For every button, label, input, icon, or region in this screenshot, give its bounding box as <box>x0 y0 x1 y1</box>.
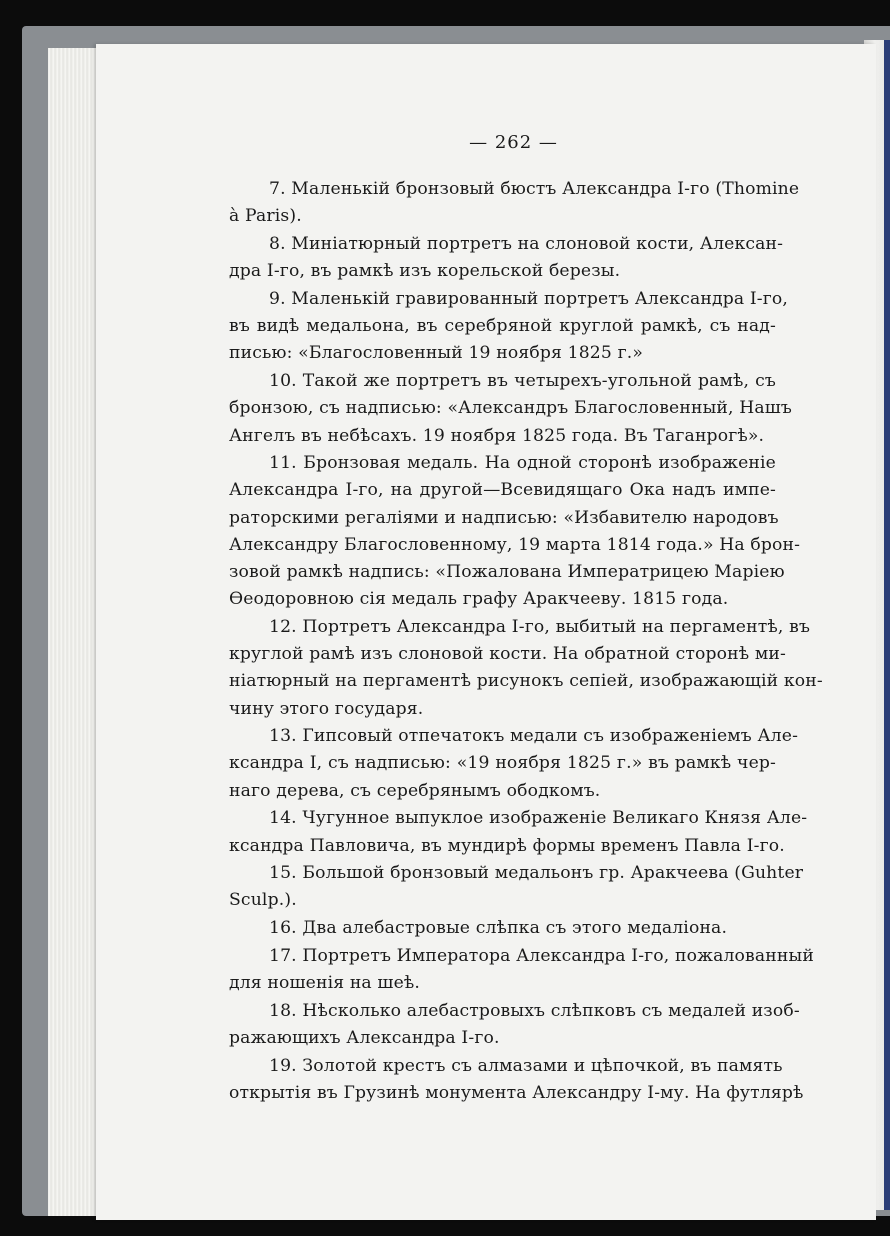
text-line: дра I-го, въ рамкѣ изъ корельской березы. <box>229 261 621 282</box>
text-line: 16. Два алебастровые слѣпка съ этого медаліона. <box>269 918 728 939</box>
catalog-entry <box>229 998 800 1052</box>
text-line: Ѳеодоровною сія медаль графу Аракчееву. 1815 года. <box>229 589 729 610</box>
text-line: ражающихъ Александра I-го. <box>229 1028 500 1048</box>
catalog-entry <box>229 614 823 723</box>
text-line: раторскими регаліями и надписью: «Избавителю народовъ <box>229 507 779 528</box>
text-line: для ношенія на шеѣ. <box>229 973 421 994</box>
text-line: въ видѣ медальона, въ серебряной круглой рамкѣ, съ над- <box>229 316 776 337</box>
text-line: ніатюрный на пергаментѣ рисунокъ сепіей, изображающій кон- <box>229 671 823 692</box>
facing-cover-edge <box>884 40 890 1210</box>
text-line: 14. Чугунное выпуклое изображеніе Великаго Князя Але- <box>269 808 808 829</box>
text-line: 19. Золотой крестъ съ алмазами и цѣпочкой, въ память <box>269 1055 783 1076</box>
text-line: 15. Большой бронзовый медальонъ гр. Аракчеева (Guhter <box>269 863 804 884</box>
text-line: 7. Маленькій бронзовый бюстъ Александра I-го (Thomine <box>269 179 800 200</box>
text-line: Александра I-го, на другой—Всевидящаго Ока надъ импе- <box>229 480 776 501</box>
text-line: à Paris). <box>229 206 302 227</box>
text-line: ксандра I, съ надписью: «19 ноября 1825 г.» въ рамкѣ чер- <box>229 753 776 774</box>
text-line: 12. Портретъ Александра I-го, выбитый на пергаментѣ, въ <box>269 616 811 637</box>
text-line: зовой рамкѣ надпись: «Пожалована Императрицею Маріею <box>229 562 785 583</box>
text-line: наго дерева, съ серебрянымъ ободкомъ. <box>229 780 601 801</box>
text-line: Александру Благословенному, 19 марта 1814 года.» На брон- <box>229 534 801 555</box>
catalog-entry <box>229 450 801 613</box>
page-content <box>229 129 823 1108</box>
page-number: — 262 — <box>469 132 558 153</box>
catalog-entry <box>229 1053 804 1107</box>
catalog-entry <box>229 231 784 285</box>
text-line: 9. Маленькій гравированный портретъ Александра I-го, <box>269 289 789 310</box>
entry-list <box>229 176 823 1107</box>
catalog-entry <box>229 286 789 368</box>
text-line: бронзою, съ надписью: «Александръ Благословенный, Нашъ <box>229 398 792 419</box>
text-line: открытія въ Грузинѣ монумента Александру I-му. На футлярѣ <box>229 1082 804 1103</box>
text-line: 18. Нѣсколько алебастровыхъ слѣпковъ съ медалей изоб- <box>269 1000 800 1021</box>
text-line: Ангелъ въ небѣсахъ. 19 ноября 1825 года. Въ Таганрогѣ». <box>229 425 765 446</box>
catalog-entry <box>229 368 792 450</box>
text-line: писью: «Благословенный 19 ноября 1825 г.» <box>229 343 644 364</box>
catalog-entry <box>229 805 808 859</box>
text-line: круглой рамѣ изъ слоновой кости. На обратной сторонѣ ми- <box>229 644 786 665</box>
catalog-entry <box>229 943 814 997</box>
text-line: 13. Гипсовый отпечатокъ медали съ изображеніемъ Але- <box>269 726 799 747</box>
text-line: 8. Миніатюрный портретъ на слоновой кости, Алексан- <box>269 234 784 255</box>
catalog-entry <box>229 723 799 805</box>
text-line: Sculp.). <box>229 890 297 911</box>
catalog-entry <box>229 176 800 230</box>
catalog-entry <box>229 915 776 942</box>
text-line: 11. Бронзовая медаль. На одной сторонѣ изображеніе <box>269 453 776 474</box>
text-line: 17. Портретъ Императора Александра I-го, пожалованный <box>269 945 814 966</box>
text-line: 10. Такой же портретъ въ четырехъ-угольной рамѣ, съ <box>269 371 776 392</box>
text-line: чину этого государя. <box>229 698 424 719</box>
catalog-entry <box>229 860 804 914</box>
text-line: ксандра Павловича, въ мундирѣ формы временъ Павла I-го. <box>229 835 785 856</box>
